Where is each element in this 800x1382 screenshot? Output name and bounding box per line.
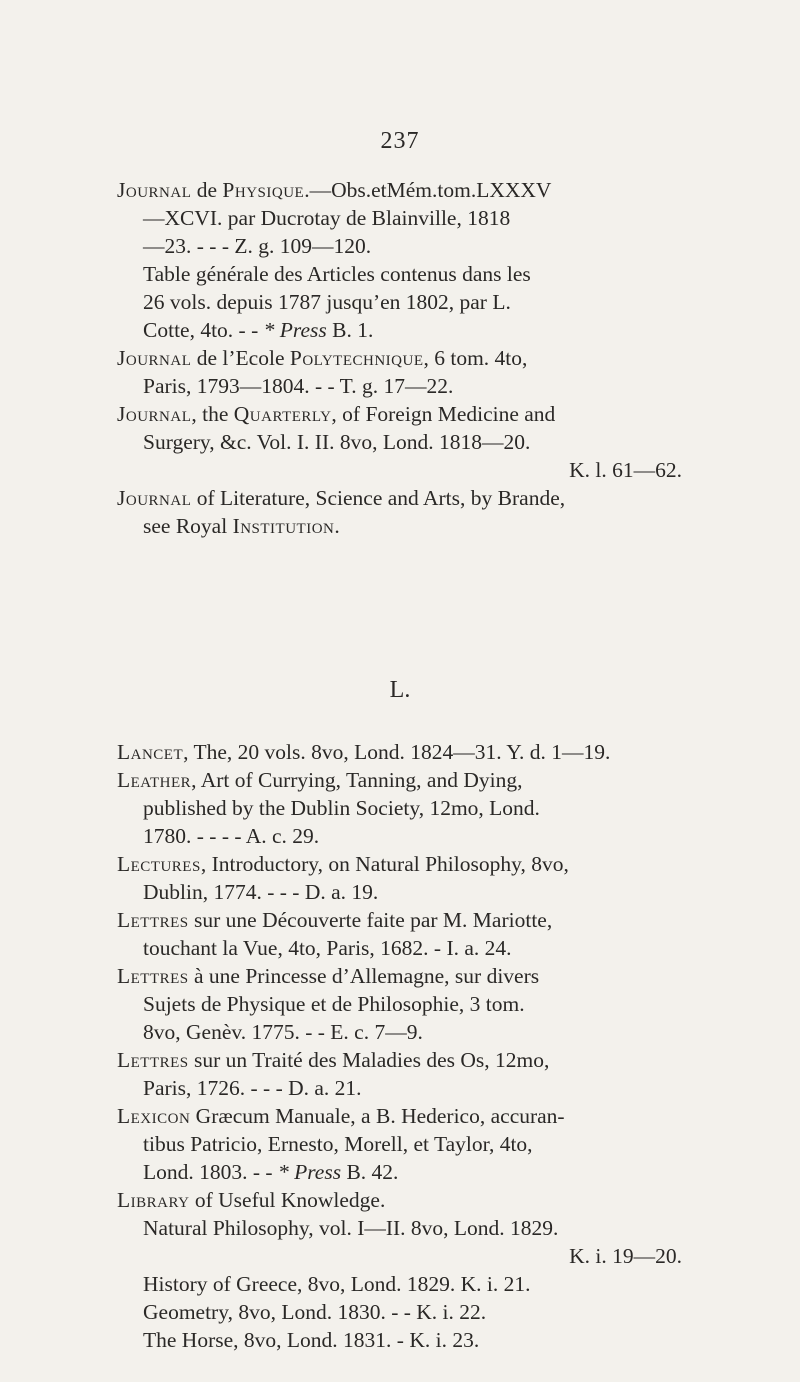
catalogue-line (143, 232, 371, 260)
line-text: Paris, 1726. - - - D. a. 21. (143, 1076, 362, 1100)
line-text: Natural Philosophy, vol. I—II. 8vo, Lond. 1829. (143, 1216, 559, 1240)
line-text: Geometry, 8vo, Lond. 1830. - - K. i. 22. (143, 1300, 487, 1324)
line-text: .—Obs.etMém.tom.LXXXV (304, 178, 552, 202)
catalogue-line (117, 738, 610, 766)
line-text: sur une Découverte faite par M. Mariotte, (188, 908, 553, 932)
catalogue-line (143, 878, 378, 906)
line-text: à une Princesse d’Allemagne, sur divers (188, 964, 540, 988)
catalogue-line (117, 176, 551, 204)
line-text: Lexicon (117, 1104, 191, 1128)
line-text: , Introductory, on Natural Philosophy, 8vo, (200, 852, 569, 876)
line-text: Græcum Manuale, a B. Hederico, accuran- (190, 1104, 565, 1128)
line-text: Polytechnique (289, 346, 424, 370)
line-text: Library (117, 1188, 190, 1212)
line-text: see Royal (143, 514, 233, 538)
catalogue-line (117, 962, 539, 990)
line-text: Cotte, 4to. - - (143, 318, 264, 342)
catalogue-line (143, 1074, 362, 1102)
catalogue-line (143, 1158, 398, 1186)
catalogue-line (143, 1298, 486, 1326)
line-text: Paris, 1793—1804. - - T. g. 17—22. (143, 374, 454, 398)
line-text: 1780. - - - - A. c. 29. (143, 824, 320, 848)
line-text: Dublin, 1774. - - - D. a. 19. (143, 880, 379, 904)
line-text: B. 1. (326, 318, 374, 342)
catalogue-line (143, 794, 540, 822)
catalogue-line (143, 990, 525, 1018)
line-text: K. l. 61—62. (569, 458, 682, 482)
line-text: Physique (222, 178, 305, 202)
catalogue-line (117, 1186, 385, 1214)
catalogue-line (143, 204, 510, 232)
catalogue-line (117, 850, 569, 878)
line-text: B. 42. (341, 1160, 399, 1184)
catalogue-line (143, 934, 512, 962)
catalogue-line (117, 766, 522, 794)
catalogue-line (143, 372, 453, 400)
line-text: The Horse, 8vo, Lond. 1831. - K. i. 23. (143, 1328, 480, 1352)
line-text: of Literature, Science and Arts, by Brande, (191, 486, 566, 510)
line-text: —23. - - - Z. g. 109—120. (143, 234, 372, 258)
catalogue-line (143, 1326, 479, 1354)
line-text: Journal (117, 402, 192, 426)
catalogue-line (143, 822, 319, 850)
line-text: Quarterly (233, 402, 332, 426)
catalogue-line (143, 1018, 423, 1046)
line-text: ournal (125, 178, 192, 202)
catalogue-line (143, 260, 531, 288)
line-text: Table générale des Articles contenus dans les (143, 262, 531, 286)
catalogue-line (117, 400, 555, 428)
catalogue-line (117, 344, 527, 372)
page-number: 237 (380, 128, 420, 154)
line-text: Lancet (117, 740, 184, 764)
line-text: Lettres (117, 1048, 189, 1072)
line-text: Leather (117, 768, 192, 792)
line-text: * Press (263, 318, 327, 342)
line-text: de (191, 178, 223, 202)
line-text: touchant la Vue, 4to, Paris, 1682. - I. a. 24. (143, 936, 512, 960)
line-text: History of Greece, 8vo, Lond. 1829. K. i. 21. (143, 1272, 531, 1296)
line-text: , The, 20 vols. 8vo, Lond. 1824—31. Y. d. 1—19. (183, 740, 611, 764)
line-text: * Press (277, 1160, 342, 1184)
line-text: , of Foreign Medicine and (331, 402, 556, 426)
catalogue-line (117, 906, 552, 934)
line-text: sur un Traité des Maladies des Os, 12mo, (188, 1048, 550, 1072)
line-text: Lettres (117, 964, 189, 988)
line-text: K. i. 19—20. (569, 1244, 682, 1268)
catalogue-line (143, 288, 511, 316)
line-text: , the (191, 402, 234, 426)
line-text: Sujets de Physique et de Philosophie, 3 tom. (143, 992, 525, 1016)
line-text: tibus Patricio, Ernesto, Morell, et Taylor, 4to, (143, 1132, 533, 1156)
section-heading-L: L. (389, 677, 411, 703)
catalogue-line (569, 1242, 682, 1270)
catalogue-line (117, 1046, 549, 1074)
catalogue-line (117, 1102, 565, 1130)
line-text: Surgery, &c. Vol. I. II. 8vo, Lond. 1818—20. (143, 430, 531, 454)
line-text: Lectures (117, 852, 201, 876)
line-text: published by the Dublin Society, 12mo, Lond. (143, 796, 540, 820)
catalogue-line (569, 456, 682, 484)
line-text: de l’Ecole (191, 346, 290, 370)
catalogue-line (143, 428, 530, 456)
line-text: Lettres (117, 908, 189, 932)
line-text: of Useful Knowledge. (189, 1188, 386, 1212)
line-text: , 6 tom. 4to, (423, 346, 528, 370)
line-text: —XCVI. par Ducrotay de Blainville, 1818 (143, 206, 511, 230)
line-text: 26 vols. depuis 1787 jusqu’en 1802, par L. (143, 290, 511, 314)
line-text: J (117, 178, 126, 202)
catalogue-line (143, 1214, 558, 1242)
line-text: 8vo, Genèv. 1775. - - E. c. 7—9. (143, 1020, 423, 1044)
catalogue-line (143, 512, 340, 540)
catalogue-line (143, 1130, 533, 1158)
line-text: Journal (117, 346, 192, 370)
catalogue-line (117, 484, 565, 512)
line-text: Institution (232, 514, 335, 538)
line-text: . (334, 514, 340, 538)
line-text: , Art of Currying, Tanning, and Dying, (191, 768, 523, 792)
catalogue-line (143, 1270, 531, 1298)
catalogue-line (143, 316, 373, 344)
line-text: Journal (117, 486, 192, 510)
line-text: Lond. 1803. - - (143, 1160, 278, 1184)
